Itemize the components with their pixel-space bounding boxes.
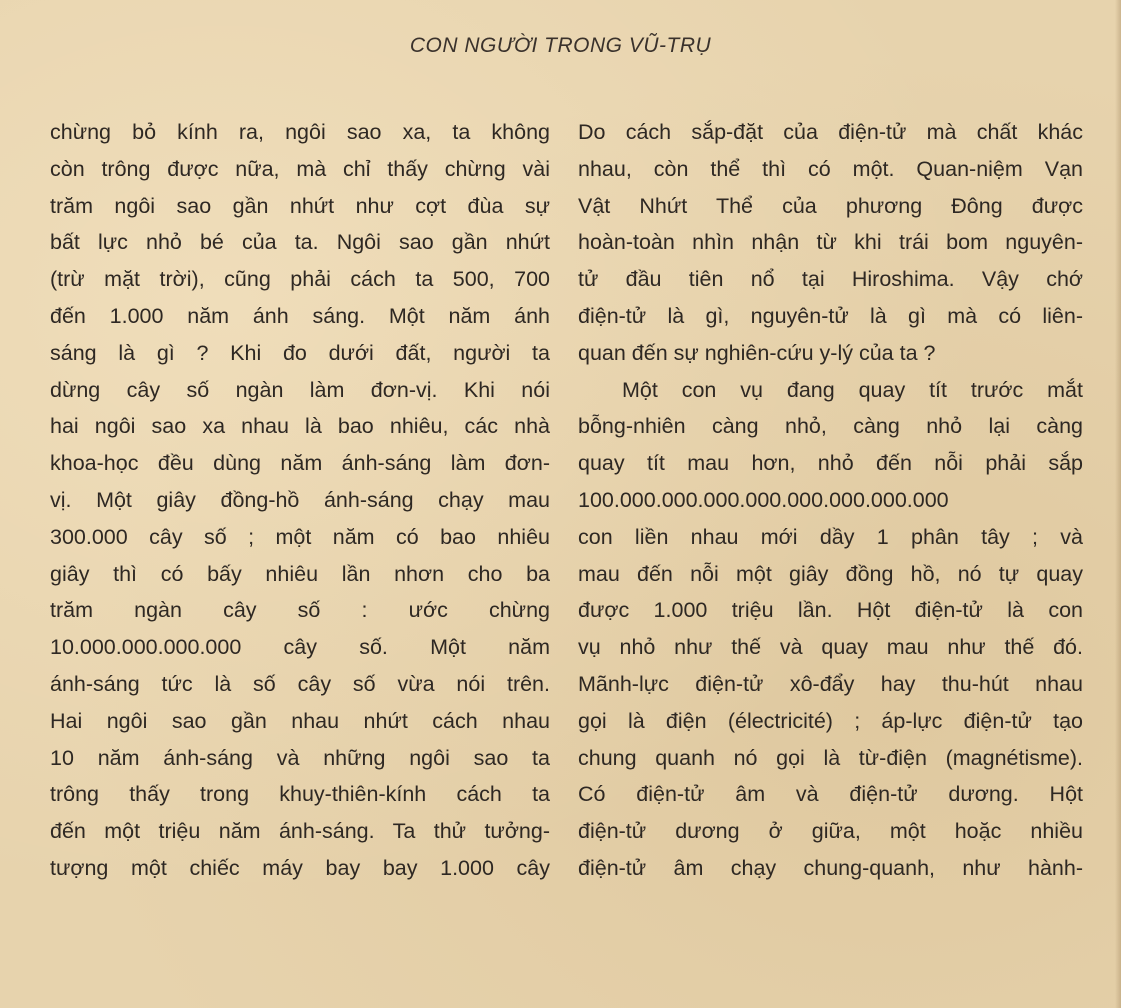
text-line: trăm ngàn cây số : ước chừng xyxy=(50,598,550,623)
text-line: trông thấy trong khuy-thiên-kính cách ta xyxy=(50,782,550,807)
text-line: Một con vụ đang quay tít trước mắt xyxy=(622,377,1083,402)
text-line: quay tít mau hơn, nhỏ đến nỗi phải sắp xyxy=(578,451,1083,476)
right-text-column xyxy=(578,114,1083,887)
text-line: hoàn-toàn nhìn nhận từ khi trái bom nguyên- xyxy=(578,230,1083,255)
text-line: 100.000.000.000.000.000.000.000.000 xyxy=(578,487,949,512)
text-line: Mãnh-lực điện-tử xô-đẩy hay thu-hút nhau xyxy=(578,671,1083,696)
text-line: hai ngôi sao xa nhau là bao nhiêu, các nhà xyxy=(50,414,550,439)
text-line: được 1.000 triệu lần. Hột điện-tử là con xyxy=(578,598,1083,623)
text-line: điện-tử dương ở giữa, một hoặc nhiều xyxy=(578,819,1083,844)
text-line: gọi là điện (électricité) ; áp-lực điện-tử tạo xyxy=(578,708,1083,733)
text-line: tượng một chiếc máy bay bay 1.000 cây xyxy=(50,855,550,880)
text-line: con liền nhau mới dầy 1 phân tây ; và xyxy=(578,524,1083,549)
text-line: bỗng-nhiên càng nhỏ, càng nhỏ lại càng xyxy=(578,414,1083,439)
text-line: đến một triệu năm ánh-sáng. Ta thử tưởng- xyxy=(50,819,550,844)
text-line: giây thì có bấy nhiêu lần nhơn cho ba xyxy=(50,561,550,586)
text-line: 300.000 cây số ; một năm có bao nhiêu xyxy=(50,524,550,549)
text-line: đến 1.000 năm ánh sáng. Một năm ánh xyxy=(50,303,550,328)
text-line: vụ nhỏ như thế và quay mau như thế đó. xyxy=(578,635,1083,660)
text-line: còn trông được nữa, mà chỉ thấy chừng vài xyxy=(50,156,550,181)
left-text-column xyxy=(50,114,550,887)
text-line: trăm ngôi sao gần nhứt như cợt đùa sự xyxy=(50,193,550,218)
text-line: chừng bỏ kính ra, ngôi sao xa, ta không xyxy=(50,120,550,144)
text-line: điện-tử âm chạy chung-quanh, như hành- xyxy=(578,855,1083,880)
text-line: bất lực nhỏ bé của ta. Ngôi sao gần nhứt xyxy=(50,230,550,255)
text-line: Hai ngôi sao gần nhau nhứt cách nhau xyxy=(50,708,550,733)
text-line: (trừ mặt trời), cũng phải cách ta 500, 700 xyxy=(50,267,550,292)
text-line: Có điện-tử âm và điện-tử dương. Hột xyxy=(578,782,1083,807)
running-title: CON NGƯỜI TRONG VŨ-TRỤ xyxy=(409,34,712,57)
text-line: quan đến sự nghiên-cứu y-lý của ta ? xyxy=(578,340,936,365)
text-line: dừng cây số ngàn làm đơn-vị. Khi nói xyxy=(50,377,550,402)
page-edge-shadow xyxy=(1115,0,1121,1008)
text-line: ánh-sáng tức là số cây số vừa nói trên. xyxy=(50,671,550,696)
text-line: 10 năm ánh-sáng và những ngôi sao ta xyxy=(50,745,550,770)
text-line: vị. Một giây đồng-hồ ánh-sáng chạy mau xyxy=(50,487,550,512)
text-line: Do cách sắp-đặt của điện-tử mà chất khác xyxy=(578,120,1083,144)
text-line: mau đến nỗi một giây đồng hồ, nó tự quay xyxy=(578,561,1083,586)
text-line: 10.000.000.000.000 cây số. Một năm xyxy=(50,635,550,660)
text-line: khoa-học đều dùng năm ánh-sáng làm đơn- xyxy=(50,451,550,476)
text-line: Vật Nhứt Thể của phương Đông được xyxy=(578,193,1083,218)
text-line: sáng là gì ? Khi đo dưới đất, người ta xyxy=(50,340,550,365)
text-line: tử đầu tiên nổ tại Hiroshima. Vậy chớ xyxy=(578,267,1083,292)
text-line: chung quanh nó gọi là từ-điện (magnétisme). xyxy=(578,745,1083,770)
text-line: nhau, còn thể thì có một. Quan-niệm Vạn xyxy=(578,156,1083,181)
text-line: điện-tử là gì, nguyên-tử là gì mà có liên- xyxy=(578,303,1083,328)
